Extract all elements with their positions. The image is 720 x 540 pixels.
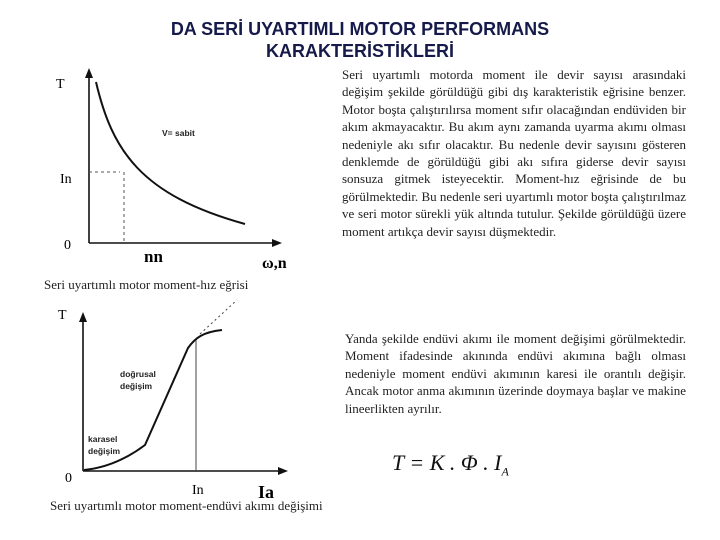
fig2-y-arrow xyxy=(79,312,87,322)
fig1-x-tick-label: nn xyxy=(144,247,163,266)
formula-rhs: K . Φ . I xyxy=(429,450,502,475)
fig1-x-axis-label: ω,n xyxy=(262,255,287,272)
formula-lhs: T xyxy=(392,450,404,475)
formula-equals: = xyxy=(409,450,430,475)
fig2-linear-label-2: değişim xyxy=(120,381,153,391)
fig2-quadratic-label-1: karasel xyxy=(88,434,118,444)
fig1-y-tick-label: In xyxy=(60,172,72,187)
fig1-curve-label: V= sabit xyxy=(162,128,195,138)
paragraph-torque-current: Yanda şekilde endüvi akımı ile moment değişimi görülmektedir. Moment ifadesinde akınında endüvi akımına bağlı olması nedeniyle moment endüvi akımının karesi ile orantılı değişir. Ancak motor anma akımının üzerinde doymaya başlar ve makine lineerlikten ayrılır. xyxy=(345,331,686,416)
fig1-x-arrow xyxy=(272,239,282,247)
formula-subscript: A xyxy=(501,464,509,479)
fig2-y-axis-label: T xyxy=(58,308,67,323)
fig2-origin-label: 0 xyxy=(65,471,72,486)
fig2-x-tick-label: In xyxy=(192,483,204,498)
figure-torque-current xyxy=(58,300,288,502)
fig2-quadratic-label-2: değişim xyxy=(88,446,121,456)
fig1-y-arrow xyxy=(85,68,93,78)
figure2-caption: Seri uyartımlı motor moment-endüvi akımı değişimi xyxy=(50,498,323,513)
page-title-line-1: DA SERİ UYARTIMLI MOTOR PERFORMANS xyxy=(170,19,550,39)
fig1-y-axis-label: T xyxy=(56,77,65,92)
figure1-caption: Seri uyartımlı motor moment-hız eğrisi xyxy=(44,277,249,292)
fig2-x-arrow xyxy=(278,467,288,475)
fig1-torque-speed-curve xyxy=(96,82,245,224)
fig1-origin-label: 0 xyxy=(64,238,71,253)
torque-formula xyxy=(392,450,509,479)
figure-torque-speed xyxy=(56,68,287,272)
fig2-linear-extension xyxy=(200,300,237,334)
paragraph-torque-speed: Seri uyartımlı motorda moment ile devir sayısı arasındaki değişim şekilde görüldüğü gibi dış karakteristik eğrisine benzer. Motor boşta çalıştırılırsa moment sıfır olacağından endüviden bir akım akmayacaktır. Bu akım aynı zamanda uyarma akımı olması nedeniyle akı sıfır olacaktır. Bu nedenle devir sayısını gösteren denklemde de görüldüğü gibi akı sıfıra giderse devir sayısı sonsuza gitmek isteyecektir. Moment-hız eğrisinde de bu görülmektedir. Bu nedenle seri uyartımlı motor boşta çalıştırılmaz ve seri motor sürekli yük altında tutulur. Şekilde görüldüğü üzere moment artıkça devir sayısı düşmektedir. xyxy=(342,67,686,239)
fig2-linear-label-1: doğrusal xyxy=(120,369,156,379)
fig2-x-axis-label: Ia xyxy=(258,482,275,502)
page-title-line-2: KARAKTERİSTİKLERİ xyxy=(266,41,454,61)
